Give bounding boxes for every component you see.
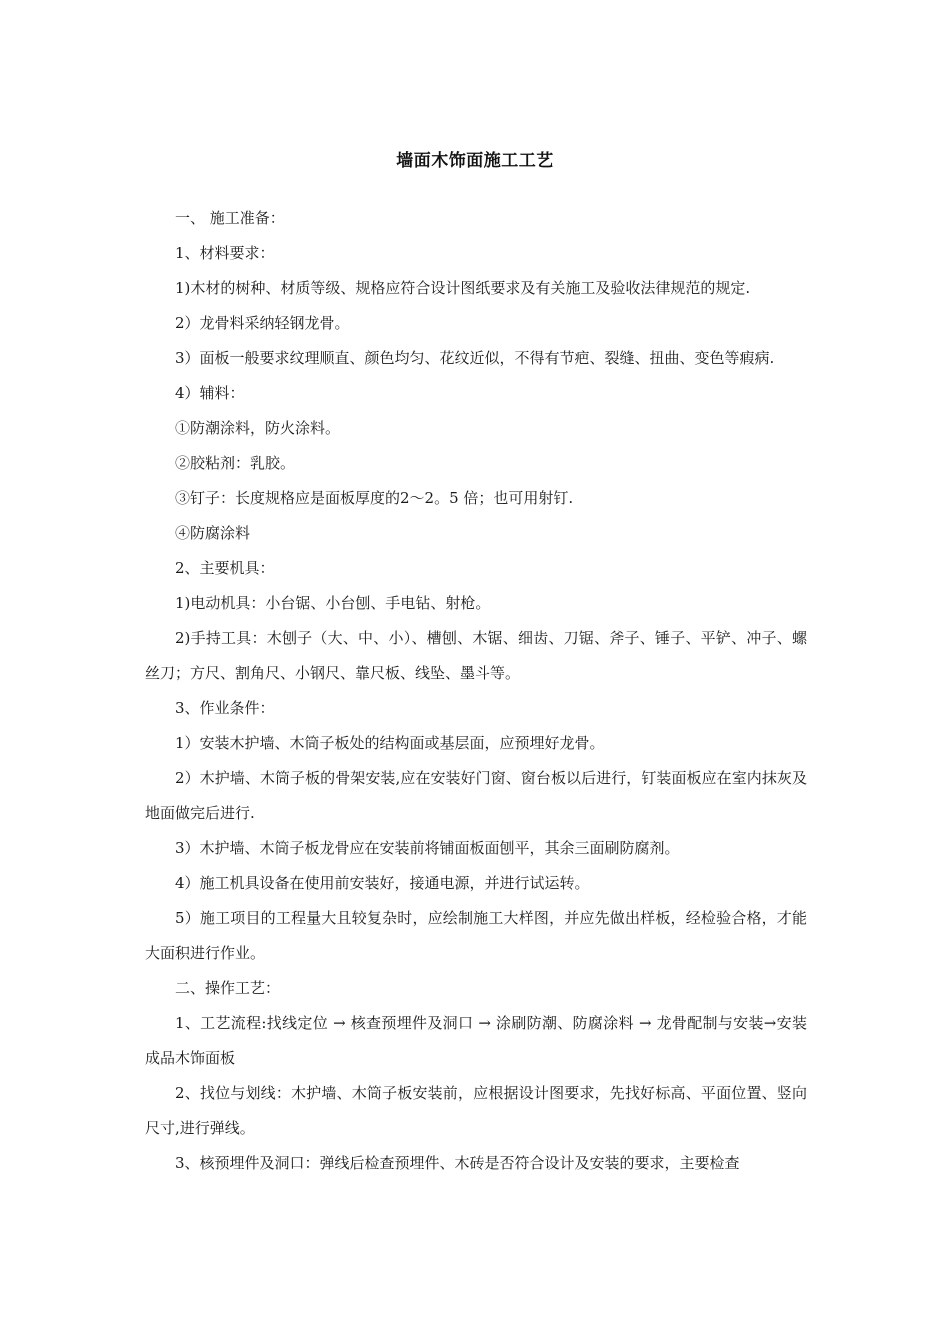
paragraph-condition-4: 4）施工机具设备在使用前安装好，接通电源，并进行试运转。 bbox=[175, 874, 590, 892]
paragraph-moisture-fire-coating: ①防潮涂料，防火涂料。 bbox=[175, 419, 341, 437]
paragraph-auxiliary-materials: 4）辅料： bbox=[175, 384, 245, 402]
paragraph-hand-tools: 2)手持工具：木刨子（大、中、小）、槽刨、木锯、细齿、刀锯、斧子、锤子、平铲、冲子、螺丝刀；方尺、割角尺、小钢尺、靠尺板、线坠、墨斗等。 bbox=[145, 629, 807, 682]
paragraph-embedded-parts-check: 3、核预埋件及洞口：弹线后检查预埋件、木砖是否符合设计及安装的要求，主要检查 bbox=[175, 1154, 740, 1172]
paragraph-positioning: 2、找位与划线：木护墙、木筒子板安装前，应根据设计图要求，先找好标高、平面位置、竖向尺寸,进行弹线。 bbox=[145, 1084, 807, 1137]
paragraph-keel-material: 2）龙骨料采纳轻钢龙骨。 bbox=[175, 314, 350, 332]
paragraph-process-flow: 1、工艺流程:找线定位 → 核查预埋件及洞口 → 涂刷防潮、防腐涂料 → 龙骨配制与安装→安装成品木饰面板 bbox=[145, 1014, 807, 1067]
paragraph-anticorrosive-coating: ④防腐涂料 bbox=[175, 524, 251, 542]
document-body bbox=[145, 201, 807, 1181]
paragraph-condition-5: 5）施工项目的工程量大且较复杂时，应绘制施工大样图，并应先做出样板，经检验合格，才能大面积进行作业。 bbox=[145, 909, 807, 962]
paragraph-condition-1: 1）安装木护墙、木筒子板处的结构面或基层面，应预埋好龙骨。 bbox=[175, 734, 605, 752]
document-title: 墙面木饰面施工工艺 bbox=[396, 151, 554, 171]
paragraph-nails: ③钉子：长度规格应是面板厚度的2～2。5 倍；也可用射钉. bbox=[175, 489, 574, 507]
paragraph-panel-requirements: 3）面板一般要求纹理顺直、颜色均匀、花纹近似，不得有节疤、裂缝、扭曲、变色等瘕病. bbox=[175, 349, 775, 367]
paragraph-power-tools: 1)电动机具：小台锯、小台刨、手电钻、射枪。 bbox=[175, 594, 491, 612]
paragraph-adhesive: ②胶粘剂：乳胶。 bbox=[175, 454, 296, 472]
paragraph-condition-2: 2）木护墙、木筒子板的骨架安装,应在安装好门窗、窗台板以后进行，钉装面板应在室内抹灰及地面做完后进行. bbox=[145, 769, 807, 822]
paragraph-wood-spec: 1)木材的树种、材质等级、规格应符合设计图纸要求及有关施工及验收法律规范的规定. bbox=[175, 279, 751, 297]
paragraph-preparation-heading: 一、 施工准备： bbox=[175, 209, 285, 227]
paragraph-operation-heading: 二、操作工艺： bbox=[175, 979, 281, 997]
paragraph-condition-3: 3）木护墙、木筒子板龙骨应在安装前将铺面板面刨平，其余三面刷防腐剂。 bbox=[175, 839, 680, 857]
paragraph-material-requirements: 1、材料要求： bbox=[175, 244, 275, 262]
paragraph-work-conditions: 3、作业条件： bbox=[175, 699, 275, 717]
paragraph-main-tools: 2、主要机具： bbox=[175, 559, 275, 577]
